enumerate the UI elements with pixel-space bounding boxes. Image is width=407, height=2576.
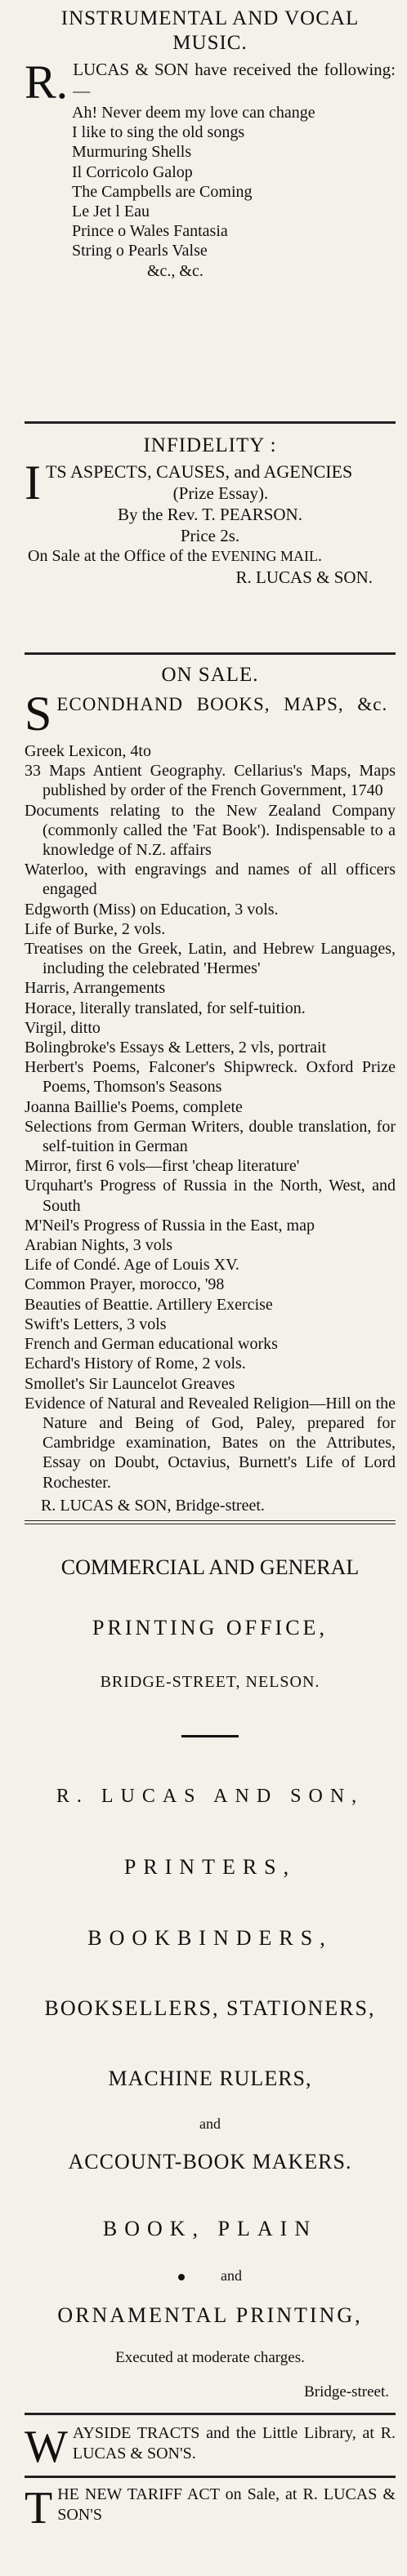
infidelity-sale-line (25, 546, 396, 567)
infidelity-title: INFIDELITY : (143, 434, 277, 456)
tracts-advertisement (25, 2415, 396, 2476)
music-list (25, 103, 396, 281)
infidelity-subtitle-block (25, 456, 396, 509)
printing-note: Executed at moderate charges. (115, 2349, 305, 2366)
list-item: Life of Condé. Age of Louis XV. (25, 1256, 239, 1275)
books-title: ON SALE. (161, 664, 259, 686)
infidelity-signature: R. LUCAS & SON. (235, 567, 373, 587)
sale-suffix: . (318, 547, 323, 565)
list-item: &c., &c. (147, 261, 204, 280)
printing-line-1: COMMERCIAL AND GENERAL (60, 1555, 360, 1579)
list-item: Beauties of Beattie. Artillery Exercise (25, 1295, 273, 1314)
printing-advertisement (25, 1524, 396, 2413)
list-item: Herbert's Poems, Falconer's Shipwreck. Oxford Prize Poems, Thomson's Seasons (25, 1058, 396, 1097)
list-item: Waterloo, with engravings and names of all officers engaged (25, 861, 396, 899)
list-item: M'Neil's Progress of Russia in the East, map (25, 1216, 315, 1235)
and-text: and (199, 2116, 221, 2132)
infidelity-advertisement (25, 424, 396, 652)
list-item: Ah! Never deem my love can change (72, 104, 315, 122)
infidelity-price: Price 2s. (180, 526, 240, 545)
list-item: Smollet's Sir Launcelot Greaves (25, 1374, 235, 1393)
list-item: Urquhart's Progress of Russia in the North, West, and South (25, 1177, 396, 1215)
list-item: 33 Maps Antient Geography. Cellarius's Maps, Maps published by order of the French Government, 1740 (25, 762, 396, 800)
tariff-text: HE NEW TARIFF ACT on Sale, at R. LUCAS & SON'S (57, 2485, 396, 2524)
music-title-line-1: INSTRUMENTAL AND VOCAL (60, 7, 360, 29)
list-item: Bolingbroke's Essays & Letters, 2 vls, portrait (25, 1039, 327, 1057)
list-item: Documents relating to the New Zealand Company (commonly called the 'Fat Book'). Indispensable to a knowledge of N.Z. affairs (25, 801, 396, 860)
list-item: Mirror, first 6 vols—first 'cheap literature' (25, 1157, 300, 1176)
drop-initial: R. (25, 56, 69, 109)
list-item: Selections from German Writers, double translation, for self-tuition in German (25, 1117, 396, 1156)
list-item: Prince o Wales Fantasia (72, 222, 228, 241)
list-item: The Campbells are Coming (72, 182, 253, 201)
list-item: Evidence of Natural and Revealed Religion—Hill on the Nature and Being of God, Paley, prepared for Cambridge examination, Bates on the Attributes, Essay on Doubt, Octavius, Burnett's Life of Lord Rochester. (25, 1394, 396, 1492)
printing-address: BRIDGE-STREET, NELSON. (100, 1673, 320, 1691)
music-intro (25, 56, 396, 109)
books-subtitle: ECONDHAND BOOKS, MAPS, &c. (56, 694, 388, 714)
books-subtitle-block (25, 687, 396, 741)
list-item: Treatises on the Greek, Latin, and Hebrew Languages, including the celebrated 'Hermes' (25, 940, 396, 978)
list-item: I like to sing the old songs (72, 123, 245, 142)
list-item: String o Pearls Valse (72, 242, 208, 260)
tracts-text: AYSIDE TRACTS and the Little Library, at R. LUCAS & SON'S. (72, 2424, 396, 2463)
list-item: Greek Lexicon, 4to (25, 742, 151, 760)
drop-initial: T (25, 2483, 53, 2534)
and-text-with-bullet (25, 2267, 396, 2285)
list-item: Common Prayer, morocco, '98 (25, 1275, 225, 1294)
bullet-ornament (178, 2274, 185, 2280)
newspaper-name: EVENING MAIL (211, 548, 319, 564)
infidelity-subtitle: TS ASPECTS, CAUSES, and AGENCIES (45, 461, 353, 482)
list-item: Edgworth (Miss) on Education, 3 vols. (25, 900, 279, 919)
printing-location: Bridge-street. (304, 2383, 389, 2400)
list-item: Harris, Arrangements (25, 979, 166, 998)
trade-account-book-makers: ACCOUNT-BOOK MAKERS. (68, 2150, 352, 2173)
trade-booksellers: BOOKSELLERS, STATIONERS, (44, 1996, 376, 2020)
list-item: French and German educational works (25, 1335, 278, 1354)
list-item: Horace, literally translated, for self-tuition. (25, 999, 306, 1017)
drop-initial: I (25, 456, 41, 509)
trade-book-plain: BOOK, PLAIN (102, 2217, 318, 2240)
sale-prefix: On Sale at the Office of the (28, 547, 212, 565)
list-item: Il Corricolo Galop (72, 162, 193, 181)
list-item: Echard's History of Rome, 2 vols. (25, 1355, 246, 1373)
list-item: Joanna Baillie's Poems, complete (25, 1097, 243, 1116)
tariff-advertisement (25, 2478, 396, 2534)
printing-line-2: PRINTING OFFICE, (92, 1616, 328, 1639)
music-intro-text: LUCAS & SON have received the following:— (73, 60, 396, 100)
list-item: Murmuring Shells (72, 143, 192, 162)
and-text: and (221, 2267, 242, 2284)
list-item: Le Jet l Eau (72, 202, 150, 221)
trade-machine-rulers: MACHINE RULERS, (108, 2067, 312, 2090)
infidelity-note: (Prize Essay). (172, 483, 269, 503)
trade-ornamental-printing: ORNAMENTAL PRINTING, (57, 2303, 363, 2327)
music-title-line-2: MUSIC. (172, 32, 248, 54)
books-signature: R. LUCAS & SON, Bridge-street. (41, 1496, 265, 1515)
printing-firm: R. LUCAS AND SON, (56, 1786, 365, 1807)
books-advertisement (25, 655, 396, 1520)
books-list (25, 741, 396, 1493)
trade-printers: PRINTERS, (123, 1855, 297, 1879)
list-item: Life of Burke, 2 vols. (25, 919, 166, 938)
music-advertisement (25, 0, 396, 421)
ornamental-rule (181, 1735, 239, 1737)
list-item: Swift's Letters, 3 vols (25, 1315, 167, 1333)
trade-bookbinders: BOOKBINDERS, (87, 1926, 333, 1950)
list-item: Virgil, ditto (25, 1018, 101, 1037)
infidelity-byline: By the Rev. T. PEARSON. (118, 505, 302, 524)
list-item: Arabian Nights, 3 vols (25, 1236, 173, 1255)
drop-initial: W (25, 2422, 68, 2472)
drop-initial: S (25, 687, 52, 741)
